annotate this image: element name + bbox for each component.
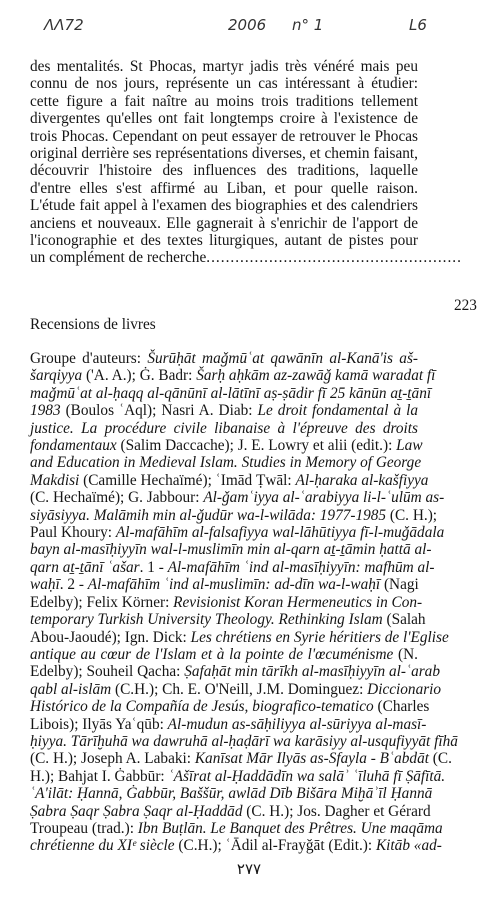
- abstract-line: original derrière ses représentations diverses, et chemin faisant,: [30, 145, 418, 163]
- abstract-line: cette figure a fait naître au moins trois traditions tellement: [30, 92, 418, 110]
- review-line: [30, 819, 443, 837]
- review-line: [30, 680, 442, 698]
- italic-title-run: Kanīsat Mār Ilyās as-Sfayla - Bʿabdāt: [194, 750, 429, 768]
- italic-title-run: qabl al-islām: [30, 680, 112, 698]
- review-line: [30, 767, 446, 785]
- italic-title-run: Histórico de la Compañía de Jesús, biografico-tematico: [30, 698, 374, 716]
- text-run: H.); Bahjat I. Ġabbūr:: [30, 767, 169, 785]
- italic-title-run: Al-mudun as-sāḥiliyya al-sūriyya al-masī-: [167, 715, 427, 733]
- abstract-line: connu de nos jours, représente un cas intéressant à étudier:: [30, 75, 418, 93]
- review-line: [30, 593, 423, 611]
- italic-title-run: Revisionist Koran Hermeneutics in Con-: [173, 593, 423, 611]
- abstract-line: anciens et nouveaux. Elle gagnerait à s'enrichir de l'apport de: [30, 214, 418, 232]
- review-line: [30, 750, 452, 768]
- italic-title-run: Law: [396, 437, 423, 455]
- review-line: [30, 732, 458, 750]
- book-reviews-list: [30, 350, 458, 855]
- italic-title-run: Ṣabra Ṣaqr Ṣabra Ṣaqr al-Ḥaddād: [30, 802, 243, 820]
- italic-title-run: ʿA'ilāt: Ḥannā, Ġabbūr, Baššūr, awlād Dīb Bišāra Miḫāʾīl Ḥannā: [30, 785, 433, 803]
- italic-title-run: Al-mafāhīm ʿind al-muslimīn: ad-dīn wa-l-waḥī: [87, 576, 381, 594]
- page-number: ٢٧٧: [236, 860, 262, 878]
- italic-title-run: ḥiyya. Tārīḫuhā wa dawruhā al-ḥaḍārī wa karāsiyy al-usqufiyyāt fīhā: [30, 732, 458, 750]
- text-run: (Salah: [382, 611, 426, 629]
- text-run: (C. H.); Joseph A. Labaki:: [30, 750, 195, 768]
- text-run: Edelby); Souheil Qacha:: [30, 663, 185, 681]
- text-run: (N.: [393, 645, 418, 663]
- review-line: [30, 576, 418, 593]
- italic-title-run: Al-ḥaraka al-kašfiyya: [295, 471, 429, 489]
- text-run: (C.H.); Ch. E. O'Neill, J.M. Dominguez:: [111, 680, 368, 698]
- handwritten-reference-1: ΛΛ72: [44, 16, 84, 34]
- review-line: [30, 837, 442, 855]
- review-line: [30, 715, 427, 733]
- review-line: [30, 663, 440, 681]
- abstract-line: d'entre elles s'est affirmé au Liban, et pour quelle raison.: [30, 179, 418, 197]
- handwritten-reference-2: L6: [409, 16, 427, 34]
- text-run: (C. H.); Jos. Dagher et Gérard: [242, 802, 431, 820]
- text-run: (C. H.);: [386, 506, 438, 524]
- italic-title-run: Al-mafāhīm ʿind al-masīḥiyyīn: mafhūm al-: [167, 558, 435, 576]
- abstract-line: l'iconographie et des textes liturgiques, autant de pistes pour: [30, 232, 418, 250]
- review-line: [30, 785, 433, 803]
- text-run: Edelby); Felix Körner:: [30, 593, 174, 611]
- text-run: (C.: [428, 750, 452, 768]
- italic-title-run: Šurūḥāt maǧmūʿat qawānīn al-Kanā'is aš-: [147, 350, 418, 367]
- text-run: . 1 -: [139, 558, 168, 576]
- italic-title-run: Ṣafaḥāt min tārīkh al-masīḥiyyīn al-ʿarab: [184, 663, 440, 681]
- italic-title-run: Šarḥ aḥkām az-zawāǧ kamā waradat fī: [196, 367, 436, 385]
- italic-title-run: Les chrétiens en Syrie héritiers de l'Eglise: [190, 628, 449, 646]
- italic-title-run: waḥī: [30, 576, 60, 594]
- italic-title-run: Le droit fondamental à la: [257, 402, 418, 420]
- review-line: [30, 350, 418, 367]
- text-run: . 2 -: [59, 576, 88, 594]
- italic-title-run: chrétienne du XIᵉ siècle: [30, 837, 175, 855]
- italic-title-run: Diccionario: [367, 680, 442, 698]
- italic-title-run: 1983: [30, 402, 61, 420]
- italic-title-run: qarn aṯ-ṯānī ʿašar: [30, 558, 140, 576]
- review-line: [30, 524, 445, 542]
- review-line: [30, 402, 418, 419]
- text-run: (Charles: [373, 698, 430, 716]
- abstract-last-line: [30, 249, 462, 267]
- text-run: Troupeau (trad.):: [30, 819, 138, 837]
- review-line: [30, 437, 423, 455]
- text-run: (Nagi: [380, 576, 419, 594]
- review-line: [30, 506, 438, 524]
- abstract-line: trois Phocas. Cependant on peut essayer de retrouver le Phocas: [30, 127, 418, 145]
- review-line: [30, 541, 432, 559]
- text-run: (Salim Daccache); J. E. Lowry et alii (edit.):: [116, 437, 397, 455]
- abstract-last-text: un complément de recherche: [30, 249, 207, 267]
- italic-title-run: maǧmūʿat al-ḥaqq al-qānūnī al-lātīnī aṣ-ṣādir fī 25 kānūn aṯ-ṯānī: [30, 384, 432, 402]
- side-page-number: 223: [454, 297, 477, 314]
- review-line: [30, 384, 432, 402]
- text-run: (Boulos ʿAql); Nasri A. Diab:: [60, 402, 258, 420]
- text-run: (C.H.); ʿĀdil al-Frayǧāt (Edit.):: [174, 837, 376, 855]
- handwritten-year: 2006: [228, 16, 267, 34]
- handwritten-issue-number: n° 1: [292, 16, 324, 34]
- abstract-line: découvrir l'histoire des influences des traditions, laquelle: [30, 162, 418, 180]
- review-line: [30, 367, 436, 385]
- abstract-paragraph: [30, 58, 462, 267]
- italic-title-run: šarqiyya: [30, 367, 83, 385]
- text-run: ('A. A.); Ġ. Badr:: [82, 367, 197, 385]
- review-line: [30, 628, 449, 646]
- review-line: [30, 420, 418, 437]
- italic-title-run: Al-ǧamʿiyya al-ʿarabiyya li-l-ʿulūm as-: [203, 489, 445, 507]
- italic-title-run: Ibn Buṭlān. Le Banquet des Prêtres. Une maqāma: [137, 819, 443, 837]
- italic-title-run: and Education in Medieval Islam. Studies in Memory of George: [30, 454, 422, 472]
- review-line: [30, 471, 429, 489]
- review-line: [30, 558, 435, 576]
- italic-title-run: Makdisi: [30, 471, 80, 489]
- italic-title-run: bayn al-masīḥiyyīn wal-l-muslimīn min al-qarn aṯ-ṯāmin ḥattā al-: [30, 541, 432, 559]
- abstract-line: L'étude fait appel à l'examen des biographies et des calendriers: [30, 197, 418, 215]
- review-line: [30, 454, 422, 472]
- italic-title-run: ʿAšīrat al-Ḥaddādīn wa salāʾ ʿīluhā fī Ṣāfītā.: [168, 767, 446, 785]
- dot-leader: .....................................................: [206, 249, 462, 267]
- abstract-line: divergentes qu'elles ont fait longtemps croire à l'existence de: [30, 110, 418, 128]
- section-heading: Recensions de livres: [30, 316, 156, 333]
- text-run: (C. Hechaïmé); G. Jabbour:: [30, 489, 204, 507]
- review-line: [30, 802, 431, 820]
- text-run: (Camille Hechaïmé); ʿImād Ṭwāl:: [79, 471, 296, 489]
- italic-title-run: justice. La procédure civile libanaise à l'épreuve des droits: [30, 419, 418, 437]
- review-line: [30, 646, 418, 663]
- italic-title-run: siyāsiyya. Malāmih min al-ǧudūr wa-l-wilāda: 1977-1985: [30, 506, 387, 524]
- review-line: [30, 611, 426, 629]
- review-line: [30, 489, 445, 507]
- italic-title-run: antique au cœur de l'Islam et à la pointe de l'œcuménisme: [30, 645, 394, 663]
- italic-title-run: temporary Turkish University Theology. Rethinking Islam: [30, 611, 383, 629]
- text-run: Groupe d'auteurs:: [30, 350, 148, 367]
- review-line: [30, 698, 430, 716]
- italic-title-run: Al-mafāhīm al-falsafiyya wal-lāhūtiyya fī-l-muǧādala: [115, 524, 445, 542]
- italic-title-run: Kitāb «ad-: [375, 837, 442, 855]
- italic-title-run: fondamentaux: [30, 437, 117, 455]
- abstract-line: des mentalités. St Phocas, martyr jadis très vénéré mais peu: [30, 58, 418, 75]
- text-run: Libois); Ilyās Yaʿqūb:: [30, 715, 168, 733]
- text-run: Paul Khoury:: [30, 524, 116, 542]
- text-run: Abou-Jaoudé); Ign. Dick:: [30, 628, 191, 646]
